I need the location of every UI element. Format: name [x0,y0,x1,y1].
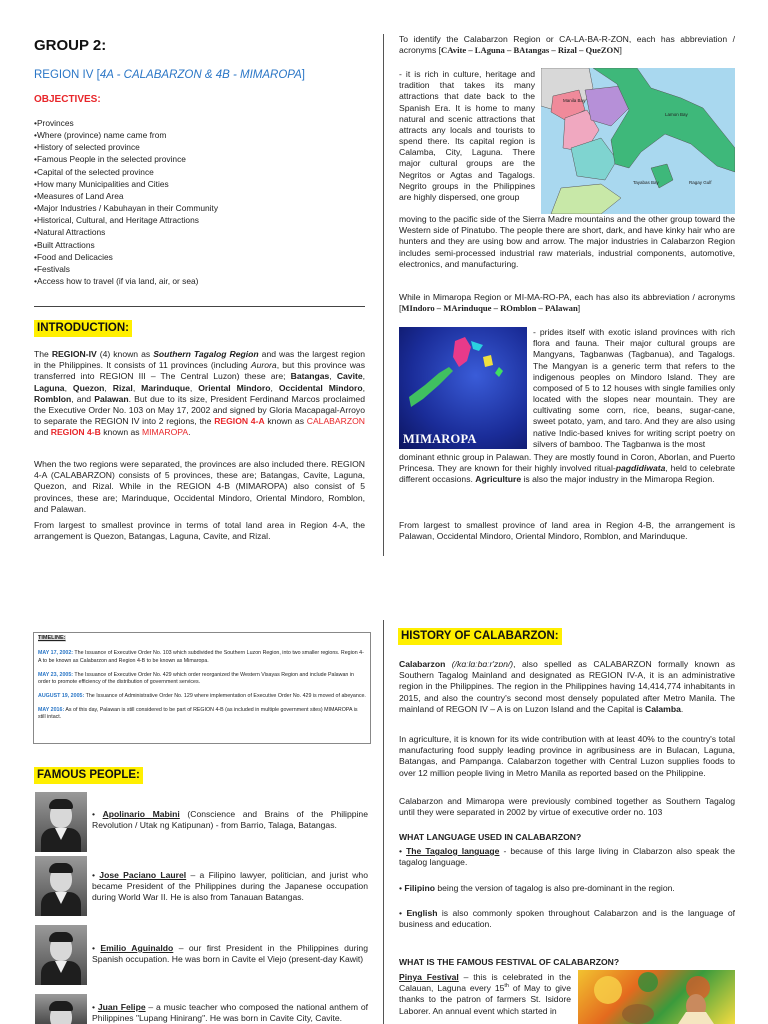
objective-item: • Capital of the selected province [34,166,364,178]
objective-item: • How many Municipalities and Cities [34,178,364,190]
history-heading-wrap [398,628,562,645]
intro-paragraph-2: When the two regions were separated, the provinces are also included there. REGION 4-A (CALABARZON) consists of 5 provinces, these are; Batangas, Cavite, Laguna, Quezon, and Rizal. While in the REGION 4-B (MIMAROPA) also consist of 5 provinces, these are; Marinduque, Occidental Mindoro, Oriental Mindoro, Romblon, and Palawan. [34,459,365,514]
objective-item: • Measures of Land Area [34,190,364,202]
mimaropa-acronym-line: While in Mimaropa Region or MI-MA-RO-PA, each has also its abbreviation / acronyms [MIndoro – MArinduque – ROmblon – PAlawan] [399,292,735,314]
language-tagalog: • The Tagalog language - because of this large living in Clabarzon also speak the tagalog language. [399,846,735,868]
objective-item: • Where (province) name came from [34,129,364,141]
mimaropa-map-title: MIMAROPA [403,432,477,446]
mimaropa-map [399,327,527,449]
timeline-text: The Issuance of Administrative Order No. 129 where implementation of Executive Order No. 429 is moved of abeyance. [84,692,366,699]
festival-description: Pinya Festival – this is celebrated in the Calauan, Laguna every 15th of May to give thanks to the patron of farmers St. Isidore Laborer. An annual event which started in [399,972,571,1016]
timeline-entry [38,672,366,686]
famous-people-heading-wrap [34,767,143,784]
objectives-list [34,117,364,287]
festival-photo-graphic [578,970,735,1024]
timeline-title: TIMELINE: [38,635,66,641]
objective-item: • Food and Delicacies [34,251,364,263]
portrait-felipe [35,994,87,1024]
region-heading-prefix: REGION IV [ [34,69,100,81]
intro-paragraph-3: From largest to smallest province in terms of total land area in Region 4-A, the arrangement is Quezon, Batangas, Laguna, Cavite, and Rizal. [34,520,365,542]
objective-item: • Access how to travel (if via land, air, or sea) [34,275,364,287]
language-english: • English is also commonly spoken throughout Calabarzon and is the language of business and education. [399,908,735,930]
objective-item: • Provinces [34,117,364,129]
map-label-manila-bay: Manila Bay [563,98,586,103]
timeline-date: MAY 2016: [38,707,65,714]
famous-person-2: • Jose Paciano Laurel – a Filipino lawyer, politician, and jurist who became President of the Philippines during the Japanese occupation during World War II. He is also from Tanauan Batangas. [92,870,368,903]
festival-question: WHAT IS THE FAMOUS FESTIVAL OF CALABARZON? [399,957,620,967]
timeline-text: The Issuance of Executive Order No. 429 which order reorganized the Western Visayas Region and include Palawan in order to promote efficiency of the distribution of government services. [38,671,354,685]
objective-item: • Built Attractions [34,239,364,251]
objective-item: • Major Industries / Kabuhayan in their Community [34,202,364,214]
timeline-text: The Issuance of Executive Order No. 103 which subdivided the Southern Luzon Region, into two smaller regions. Region 4-A to be known as Calabarzon and Region 4-B to be known as Mimaropa. [38,650,364,664]
mimaropa-description: - prides itself with exotic island provinces with rich flora and fauna. Their major cultural groups are Mangyans, Tagbanwas (Tagbanua), and Tagalogs. The Mangyan is a generic term that refers to the indigenous peoples on Mindoro Island. They are composed of 5 to 12 houses with single families only located with the slopes near mountain. They are cultivating some corn, rice, beans, sugar-cane, sweet potato, yam, and taro. And they are also using native Indic-based knives for writing script poetry on silvers of bamboo. The Tagbanwa is the most [533,327,735,449]
map-label-tayabas-bay: Tayabas Bay [633,180,659,185]
timeline-entry [38,650,366,664]
history-paragraph-1: Calabarzon (/kɑːlɑːbɑːr'zɒn/), also spelled as CALABARZON formally known as Southern Tagalog Mainland and designated as REGION IV-A, it is an administrative region in the Philippines. The region in the Philippines having 14,414,774 inhabitants in 2015, and also the country's second most densely populated after Metro Manila. The mainland of REGON IV – A is on Luzon Island and the Capital is Calamba. [399,659,735,714]
calabarzon-description: - it is rich in culture, heritage and tradition that takes its many attractions that date back to the Spanish Era. It is home to many natural and scenic attractions that attracts any locals and tourists to spend there. Its capital region is Calamba, City, Laguna. There major cultural groups are the Negritos or Agtas and Tagalogs. Negrito groups in the Philippines are highly dispersed, one group [399,69,535,202]
famous-people-heading: FAMOUS PEOPLE: [34,767,143,784]
timeline-date: AUGUST 19, 2005: [38,692,85,699]
region-heading-italic: 4A - CALABARZON & 4B - MIMAROPA [99,69,302,81]
map-label-lamon-bay: Lamon Bay [665,112,688,117]
history-paragraph-3: Calabarzon and Mimaropa were previously combined together as Southern Tagalog until they were separated in 2002 by virtue of executive order no. 103 [399,796,735,818]
timeline-box [33,632,371,744]
group-title: GROUP 2: [34,37,107,54]
portrait-mabini [35,792,87,852]
portrait-laurel [35,856,87,916]
language-question: WHAT LANGUAGE USED IN CALABARZON? [399,832,582,842]
mimaropa-continuation: dominant ethnic group in Palawan. They are mostly found in Coron, Aborlan, and Puerto Princesa. They are known for their highly involved ritual-pagdidiwata, held to celebrate different occasions. Agriculture is also the major industry in the Mimaropa Region. [399,452,735,485]
timeline-entries [38,650,366,721]
famous-person-3: • Emilio Aguinaldo – our first President in the Philippines during Spanish occupation. He was born in Cavite el Viejo (present-day Kawit) [92,943,368,965]
history-paragraph-2: In agriculture, it is known for its wide contribution with at least 40% to the country's total manufacturing food supply leading province in agribusiness are in Bulacan, Laguna, Batangas, and Pampanga. Calabarzon together with Central Luzon supplies foods to over 12 million people living in Metro Manila as reported based on the Philippine. [399,734,735,778]
timeline-text: As of this day, Palawan is still considered to be part of REGION 4-B (as included in multiple government sites) MIMAROPA is still intact. [38,707,358,721]
objective-item: • History of selected province [34,141,364,153]
objective-item: • Historical, Cultural, and Heritage Attractions [34,214,364,226]
introduction-heading-wrap [34,320,132,337]
calabarzon-continuation: moving to the pacific side of the Sierra Madre mountains and the other group toward the Western side of Pinatubo. The people there are short, dark, and have kinky hair who are hunters and they are using bow and arrow. The major industries in Calabarzon Region includes semi-processed industrial raw materials, industrial components, automotive, electronics, and manufacturing. [399,214,735,269]
portrait-aguinaldo [35,925,87,985]
objectives-heading: OBJECTIVES: [34,94,101,105]
region-heading-suffix: ] [301,69,305,81]
introduction-heading: INTRODUCTION: [34,320,132,337]
timeline-entry [38,693,366,700]
map-label-ragay-gulf: Ragay Gulf [689,180,712,185]
timeline-date: MAY 17, 2002: [38,650,74,657]
intro-paragraph-1: The REGION-IV (4) known as Southern Tagalog Region and was the largest region in the Philippines. It consists of 11 provinces (including Aurora, but this province was transferred into REGION III – The Central Luzon) these are; Batangas, Cavite, Laguna, Quezon, Rizal, Marinduque, Oriental Mindoro, Occidental Mindoro, Romblon, and Palawan. But due to its size, President Ferdinand Marcos proclaimed the Executive Order No. 103 on May 17, 2002 and signed by Gloria Macapagal-Arroyo to separate the REGION IV into 2 regions, the REGION 4-A known as CALABARZON and REGION 4-B known as MIMAROPA. [34,349,366,438]
region-heading [34,68,305,83]
column-divider-bottom [383,620,384,1024]
festival-photo [578,970,735,1024]
famous-person-4: • Juan Felipe – a music teacher who composed the national anthem of Philippines "Lupang Hinirang". He was born in Cavite City, Cavite. [92,1002,368,1024]
famous-person-1: • Apolinario Mabini (Conscience and Brains of the Philippine Revolution / Utak ng Katipunan) - from Barrio, Talaga, Batangas. [92,809,368,831]
objective-item: • Natural Attractions [34,226,364,238]
calabarzon-acronym-line: To identify the Calabarzon Region or CA-LA-BA-R-ZON, each has abbreviation / acronyms [CAvite – LAguna – BAtangas – Rizal – QueZON] [399,34,735,56]
column-divider-top [383,34,384,556]
language-filipino: • Filipino being the version of tagalog is also pre-dominant in the region. [399,883,675,893]
objective-item: • Festivals [34,263,364,275]
mimaropa-largest-to-smallest: From largest to smallest province of land area in Region 4-B, the arrangement is Palawan, Occidental Mindoro, Oriental Mindoro, Romblon, and Marinduque. [399,520,735,542]
timeline-date: MAY 23, 2005: [38,671,74,678]
calabarzon-map-graphic [541,68,735,214]
calabarzon-map [541,68,735,214]
timeline-entry [38,707,366,721]
section-divider [34,306,365,307]
objective-item: • Famous People in the selected province [34,153,364,165]
history-heading: HISTORY OF CALABARZON: [398,628,562,645]
